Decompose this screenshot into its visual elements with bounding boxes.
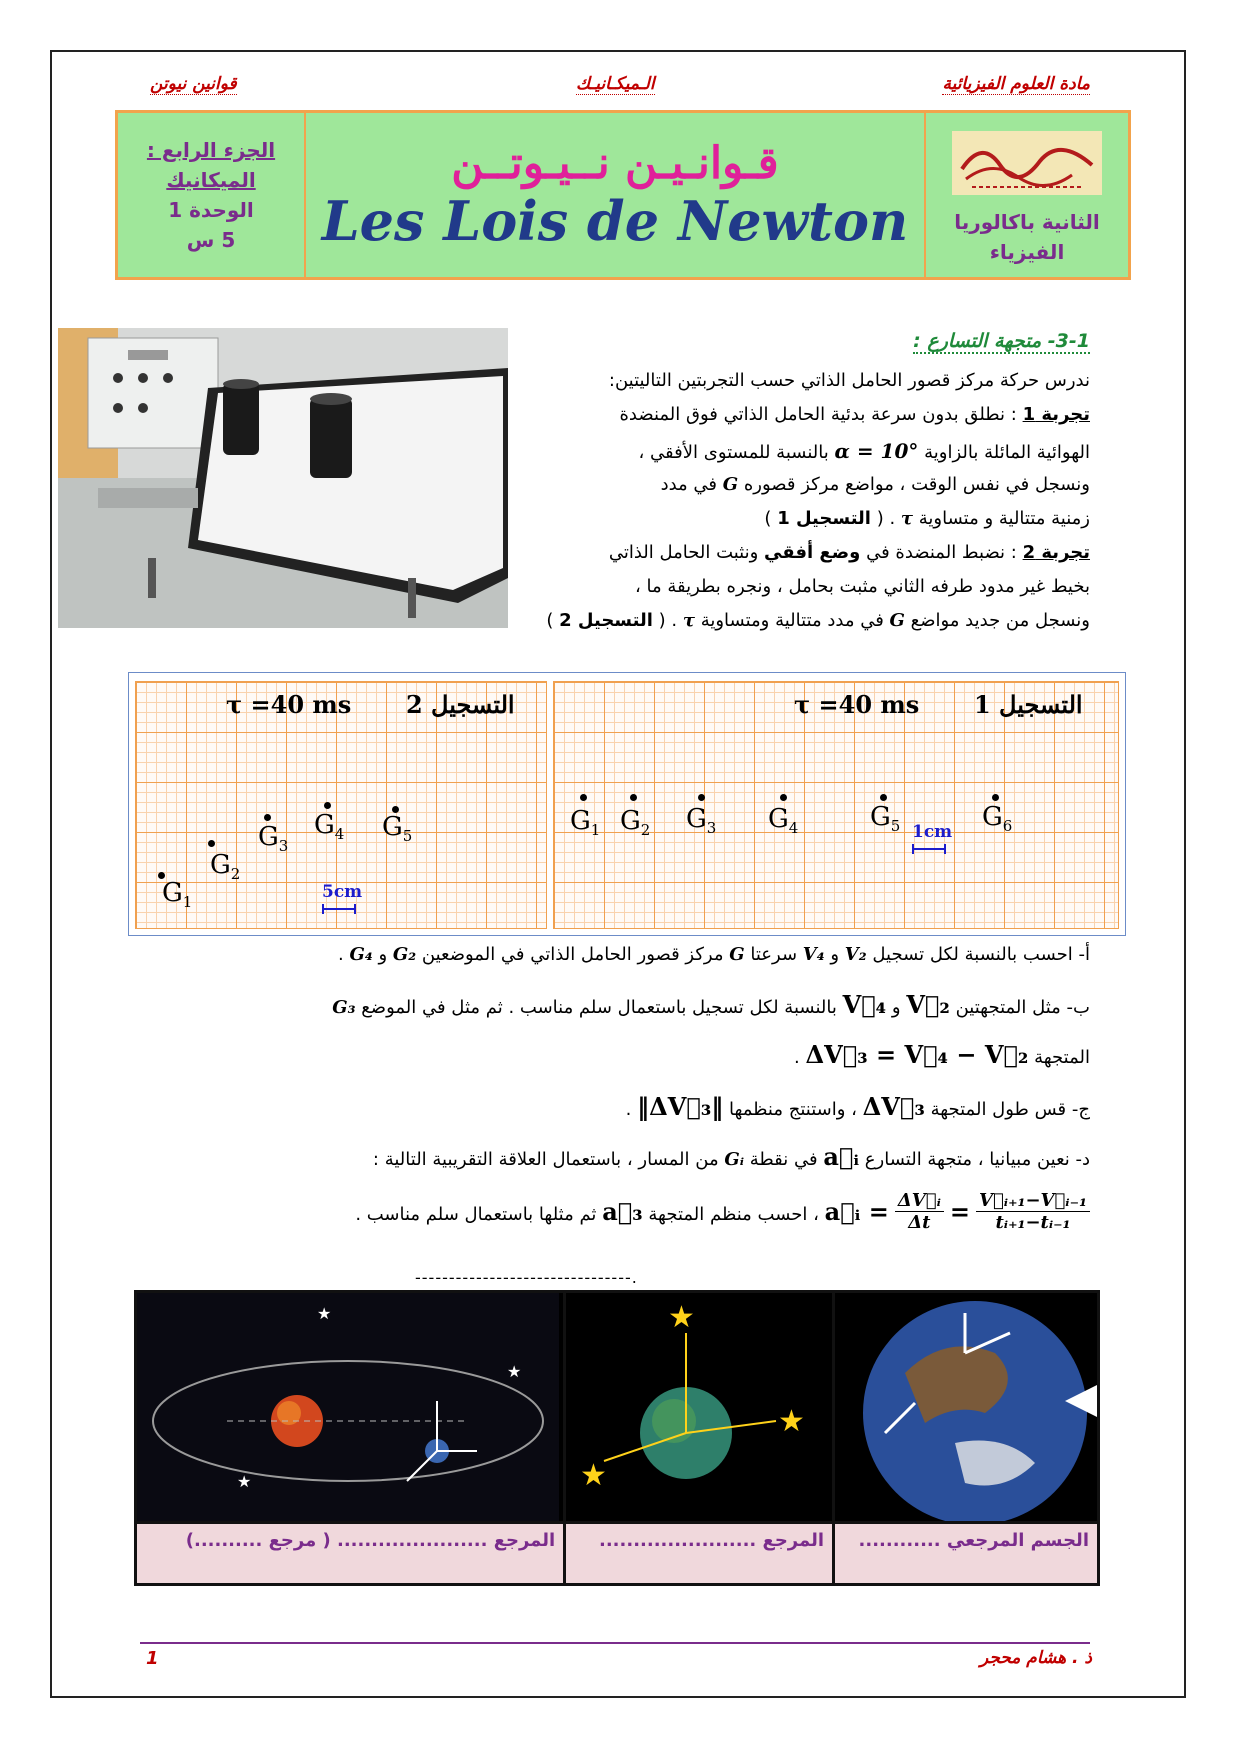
rec2-label: $G_2$ [210,850,241,884]
exp1-text4a: زمنية متتالية و متساوية [918,508,1090,529]
exp2-text1c: ونثبت الحامل الذاتي [608,542,759,563]
section-title: 3-1- متجهة التسارع : [913,330,1090,352]
rec1-label: $G_1$ [570,806,601,840]
exp2-text3d: ) [546,610,554,631]
svg-text:★: ★ [507,1362,522,1381]
svg-text:★: ★ [778,1404,806,1439]
rec1-label: $G_2$ [620,806,651,840]
footer-author: ذ . هشام محجر [979,1648,1092,1668]
rec2-scale-bar [322,904,356,914]
svg-text:★: ★ [317,1304,332,1323]
header-subject: مادة العلوم الفيزيائية [942,74,1090,94]
exp1-line2 [639,436,1091,468]
caption-terrestrial: الجسم المرجعي ............ [835,1521,1097,1583]
rec1-point [992,794,999,801]
exp2-text3a: ونسجل من جديد مواضع [910,610,1090,631]
level-info [924,113,1128,277]
domain-label: الميكانيك [166,168,256,192]
exp1-recording: التسجيل 1 [777,508,871,529]
exp1-text3b: في مدد [660,474,718,495]
exp1-text2b: بالنسبة للمستوى الأفقي ، [638,442,829,463]
title-box [115,110,1131,280]
title-arabic: قـوانـيـن نــيـوتــن [451,137,779,189]
exp2-text3b: في مدد متتالية ومتساوية [700,610,884,631]
recording-2 [135,681,547,929]
caption-geocentric: المرجع ....................... [566,1521,832,1583]
exp2-line2: بخيط غير مدود طرفه الثاني مثبت بحامل ، ونجره بطريقة ما ، [634,576,1090,597]
heliocentric-image [137,1293,563,1521]
question-b: ب- مثل المتجهتين V⃗₂ و V⃗₄ بالنسبة لكل تسجيل باستعمال سلم مناسب . ثم مثل في الموضع G₃ [332,990,1090,1019]
intro-text: ندرس حركة مركز قصور الحامل الذاتي حسب التجربتين التاليتين: [608,370,1090,391]
symbol-tau-2: τ [682,610,695,631]
exp2-text3c: . ( [658,610,678,631]
lesson-title [304,113,924,277]
rec2-label: $G_1$ [162,878,193,912]
geocentric-column [563,1293,832,1583]
svg-text:★: ★ [237,1472,252,1491]
symbol-g: G [722,474,739,495]
exp2-text1a: : نضبط المنضدة في [866,542,1017,563]
rec1-label: $G_6$ [982,802,1013,836]
exp1-text2a: الهوائية المائلة بالزاوية [924,442,1090,463]
exp2-label: تجربة 2 [1022,542,1090,563]
reference-frames-table [134,1290,1100,1586]
rec1-point [580,794,587,801]
basmala-calligraphy [952,131,1102,195]
air-table-photo [58,328,508,628]
part-label: الجزء الرابع : [146,138,276,162]
rec2-point [208,840,215,847]
footer-divider [140,1642,1090,1644]
terrestrial-column [832,1293,1097,1583]
rec2-scale-label: 5cm [322,882,363,902]
question-b-cont: المتجهة ΔV⃗₃ = V⃗₄ − V⃗₂ . [794,1040,1090,1069]
rec1-point [880,794,887,801]
header-domain: الـميكـانيـك [576,74,655,94]
rec1-label: $G_4$ [768,804,799,838]
rec2-tau: τ =40 ms [226,690,352,719]
exp1-text4c: ) [764,508,772,529]
question-d: د- نعين مبيانيا ، متجهة التسارع a⃗ᵢ في نقطة Gᵢ من المسار ، باستعمال العلاقة التقريبية التالية : [372,1142,1090,1171]
page-number: 1 [146,1648,159,1669]
unit-info [118,113,304,277]
exp1-text3a: ونسجل في نفس الوقت ، مواضع مركز قصوره [743,474,1090,495]
geocentric-image [566,1293,832,1521]
rec2-point [264,814,271,821]
exp1-text4b: . ( [876,508,896,529]
question-e: a⃗ᵢ = $\frac{\text{ΔV⃗ᵢ}}{\Delta t}$ = $\frac{\text{V⃗ᵢ₊₁−V⃗ᵢ₋₁}}{\text{tᵢ₊₁−tᵢ₋₁}}$ ، احسب منظم المتجهة a⃗₃ ثم مثلها باستعمال سلم مناسب . [355,1190,1090,1233]
exp1-label: تجربة 1 [1022,404,1090,425]
exp1-text1: : نطلق بدون سرعة بدئية الحامل الذاتي فوق المنضدة [619,404,1017,425]
rec2-label: $G_4$ [314,810,345,844]
svg-text:★: ★ [580,1458,608,1493]
level-line2: الفيزياء [989,240,1065,264]
exp2-line1 [609,538,1090,568]
caption-heliocentric: المرجع ...................... ( مرجع ..........) [137,1521,563,1583]
rec2-point [324,802,331,809]
symbol-g-2: G [889,610,905,631]
question-a: أ- احسب بالنسبة لكل تسجيل V₂ و V₄ سرعتا G مركز قصور الحامل الذاتي في الموضعين G₂ و G₄ . [338,944,1090,965]
level-line1: الثانية باكالوريا [954,210,1100,234]
angle-value: α = 10° [834,439,919,463]
recordings-panel [128,672,1126,936]
svg-text:★: ★ [668,1300,696,1335]
rec1-point [780,794,787,801]
rec1-point [698,794,705,801]
rec2-label: $G_5$ [382,812,413,846]
rec1-tau: τ =40 ms [794,690,920,719]
title-french: Les Lois de Newton [321,188,909,253]
recording-1 [553,681,1119,929]
exp2-horizontal: وضع أفقي [764,542,861,563]
symbol-tau: τ [900,508,914,529]
question-c: ج- قس طول المتجهة ΔV⃗₃ ، واستنتج منظمها ‖ΔV⃗₃‖ . [625,1092,1090,1121]
rec2-title: التسجيل 2 [406,690,515,719]
header-chapter: قوانين نيوتن [150,74,237,94]
rec2-label: $G_3$ [258,822,289,856]
rec1-scale-label: 1cm [912,822,953,842]
exp2-recording: التسجيل 2 [559,610,653,631]
exp2-line3 [546,606,1090,636]
unit-label: الوحدة 1 [168,198,254,222]
rec1-label: $G_5$ [870,802,901,836]
exp1-line1 [619,400,1090,430]
rec1-scale-bar [912,844,946,854]
rec1-title: التسجيل 1 [974,690,1083,719]
exp1-line3 [661,470,1090,500]
separator-dashes: --------------------------------. [415,1268,638,1287]
rec1-point [630,794,637,801]
hours-label: 5 س [186,228,236,252]
rec1-label: $G_3$ [686,804,717,838]
heliocentric-column [137,1293,563,1583]
exp1-line4 [764,504,1090,534]
terrestrial-image [835,1293,1097,1521]
